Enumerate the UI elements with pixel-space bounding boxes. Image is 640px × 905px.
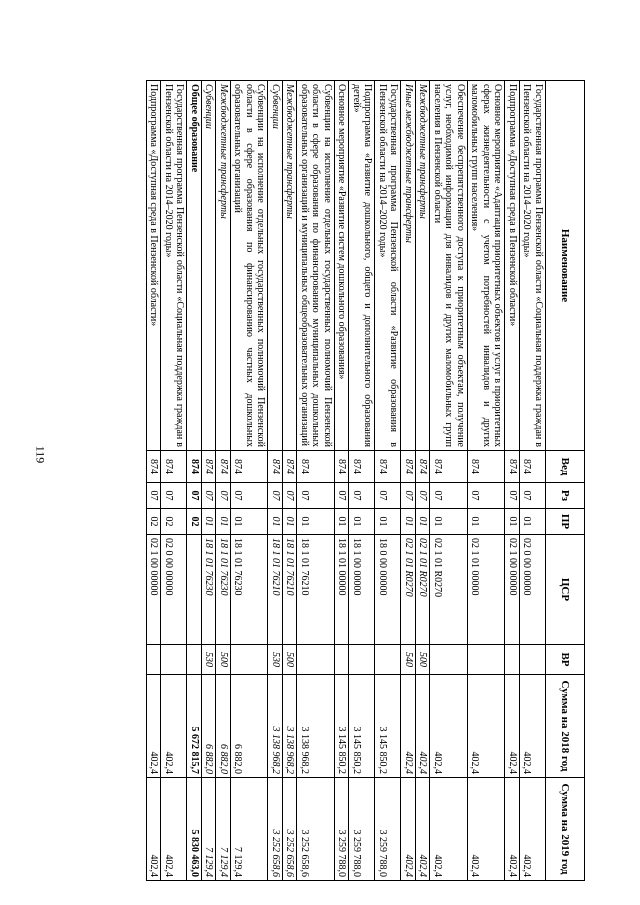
cell-rz: 07	[187, 483, 202, 509]
cell-sum-2019: 402,4	[401, 778, 416, 881]
header-name: Наименование	[546, 81, 585, 451]
cell-sum-2018: 3 145 850,2	[335, 675, 350, 778]
cell-ved: 874	[335, 451, 350, 483]
cell-csr	[187, 535, 202, 645]
cell-pr: 01	[416, 509, 431, 535]
cell-rz: 07	[202, 483, 217, 509]
cell-rz: 07	[468, 483, 506, 509]
cell-pr: 02	[147, 509, 162, 535]
cell-name: Субвенции на исполнение отдельных государственных полномочий Пензенской области в сфере образования по финансированию частных дошкольных образовательных организаций	[231, 81, 269, 451]
cell-sum-2019: 7 129,4	[231, 778, 269, 881]
cell-sum-2018: 5 672 815,7	[187, 675, 202, 778]
cell-name: Государственная программа Пензенской области «Развитие образования в Пензенской области на 2014–2020 годы»	[375, 81, 401, 451]
header-pr: ПР	[546, 509, 585, 535]
cell-sum-2018: 402,4	[505, 675, 520, 778]
cell-csr: 18 1 01 76230	[216, 535, 231, 645]
cell-sum-2018: 402,4	[430, 675, 468, 778]
cell-rz: 07	[335, 483, 350, 509]
cell-sum-2019: 402,4	[147, 778, 162, 881]
cell-sum-2019: 402,4	[416, 778, 431, 881]
cell-ved: 874	[416, 451, 431, 483]
cell-pr: 01	[202, 509, 217, 535]
cell-rz: 07	[505, 483, 520, 509]
cell-csr: 02 0 00 00000	[520, 535, 546, 645]
cell-name: Подпрограмма «Доступная среда в Пензенской области»	[147, 81, 162, 451]
cell-sum-2018: 6 882,0	[231, 675, 269, 778]
cell-name: Иные межбюджетные трансферты	[401, 81, 416, 451]
table-row	[335, 81, 350, 881]
cell-rz: 07	[349, 483, 375, 509]
cell-sum-2018: 3 145 850,2	[375, 675, 401, 778]
cell-vr	[520, 645, 546, 675]
table-row	[161, 81, 187, 881]
cell-pr: 01	[375, 509, 401, 535]
header-row	[546, 81, 585, 881]
table-row	[268, 81, 283, 881]
cell-csr: 02 1 00 00000	[505, 535, 520, 645]
cell-pr: 01	[401, 509, 416, 535]
cell-rz: 07	[268, 483, 283, 509]
table-row	[216, 81, 231, 881]
cell-sum-2018: 3 138 968,2	[283, 675, 298, 778]
cell-csr: 18 0 00 00000	[375, 535, 401, 645]
cell-sum-2018: 6 882,0	[216, 675, 231, 778]
cell-csr: 18 1 01 76210	[268, 535, 283, 645]
table-row	[231, 81, 269, 881]
cell-name: Межбюджетные трансферты	[283, 81, 298, 451]
table-row	[187, 81, 202, 881]
cell-vr	[297, 645, 335, 675]
cell-vr: 540	[401, 645, 416, 675]
cell-pr: 01	[520, 509, 546, 535]
table-row	[349, 81, 375, 881]
cell-ved: 874	[520, 451, 546, 483]
table-row	[520, 81, 546, 881]
cell-sum-2018: 402,4	[468, 675, 506, 778]
cell-sum-2018: 3 138 968,2	[268, 675, 283, 778]
cell-sum-2018: 402,4	[147, 675, 162, 778]
cell-rz: 07	[161, 483, 187, 509]
header-ved: Вед	[546, 451, 585, 483]
cell-csr: 18 1 01 00000	[335, 535, 350, 645]
cell-csr: 02 1 01 R0270	[416, 535, 431, 645]
cell-name: Государственная программа Пензенской области «Социальная поддержка граждан в Пензенской области на 2014–2020 годы»	[161, 81, 187, 451]
cell-ved: 874	[268, 451, 283, 483]
cell-vr: 530	[202, 645, 217, 675]
cell-name: Основное мероприятие «Адаптация приоритетных объектов и услуг в приоритетных сферах жизнедеятельности с учетом потребностей инвалидов и других маломобильных групп населения»	[468, 81, 506, 451]
table-header	[546, 81, 585, 881]
cell-vr	[505, 645, 520, 675]
cell-ved: 874	[216, 451, 231, 483]
header-sum-2018: Сумма на 2018 год	[546, 675, 585, 778]
cell-ved: 874	[401, 451, 416, 483]
cell-ved: 874	[231, 451, 269, 483]
cell-ved: 874	[297, 451, 335, 483]
cell-sum-2019: 3 252 658,6	[297, 778, 335, 881]
cell-sum-2019: 3 259 788,0	[349, 778, 375, 881]
cell-sum-2018: 402,4	[161, 675, 187, 778]
cell-rz: 07	[401, 483, 416, 509]
cell-ved: 874	[161, 451, 187, 483]
cell-csr: 18 1 01 76230	[202, 535, 217, 645]
cell-csr: 02 1 01 00000	[468, 535, 506, 645]
table-row	[297, 81, 335, 881]
cell-pr: 01	[268, 509, 283, 535]
cell-sum-2019: 402,4	[468, 778, 506, 881]
cell-vr	[187, 645, 202, 675]
cell-sum-2018: 3 145 850,2	[349, 675, 375, 778]
cell-sum-2019: 7 129,4	[202, 778, 217, 881]
table-row	[430, 81, 468, 881]
cell-name: Государственная программа Пензенской области «Социальная поддержка граждан в Пензенской области на 2014–2020 годы»	[520, 81, 546, 451]
cell-vr	[147, 645, 162, 675]
rotated-table-container	[70, 80, 585, 880]
cell-csr: 18 1 00 00000	[349, 535, 375, 645]
cell-vr: 530	[268, 645, 283, 675]
cell-csr: 02 1 01 R0270	[430, 535, 468, 645]
header-rz: Рз	[546, 483, 585, 509]
cell-ved: 874	[187, 451, 202, 483]
cell-rz: 07	[297, 483, 335, 509]
budget-table	[146, 80, 585, 881]
cell-name: Субвенции на исполнение отдельных государственных полномочий Пензенской области в сфере образования по финансированию муниципальных дошкольных образовательных организаций и муниципальных общеобразовательных организаций	[297, 81, 335, 451]
header-csr: ЦСР	[546, 535, 585, 645]
cell-ved: 874	[375, 451, 401, 483]
cell-sum-2019: 402,4	[430, 778, 468, 881]
cell-csr: 02 1 00 00000	[147, 535, 162, 645]
cell-vr: 500	[283, 645, 298, 675]
cell-sum-2018: 402,4	[401, 675, 416, 778]
table-row	[468, 81, 506, 881]
cell-ved: 874	[349, 451, 375, 483]
cell-vr	[161, 645, 187, 675]
cell-csr: 02 0 00 00000	[161, 535, 187, 645]
cell-name: Субвенции	[202, 81, 217, 451]
cell-csr: 18 1 01 76210	[297, 535, 335, 645]
table-row	[416, 81, 431, 881]
cell-pr: 01	[468, 509, 506, 535]
cell-vr	[231, 645, 269, 675]
cell-vr: 500	[216, 645, 231, 675]
cell-sum-2019: 402,4	[161, 778, 187, 881]
cell-rz: 07	[520, 483, 546, 509]
table-row	[401, 81, 416, 881]
cell-vr	[335, 645, 350, 675]
cell-name: Обеспечение беспрепятственного доступа к приоритетным объектам, получение услуг, необходимой информации для инвалидов и других маломобильных групп населения в Пензенской области	[430, 81, 468, 451]
cell-csr: 18 1 01 76210	[283, 535, 298, 645]
cell-pr: 01	[216, 509, 231, 535]
cell-sum-2019: 402,4	[520, 778, 546, 881]
cell-sum-2019: 7 129,4	[216, 778, 231, 881]
cell-ved: 874	[202, 451, 217, 483]
cell-sum-2018: 402,4	[416, 675, 431, 778]
cell-name: Субвенции	[268, 81, 283, 451]
cell-csr: 02 1 01 R0270	[401, 535, 416, 645]
cell-csr: 18 1 01 76230	[231, 535, 269, 645]
cell-ved: 874	[505, 451, 520, 483]
cell-rz: 07	[147, 483, 162, 509]
cell-pr: 01	[430, 509, 468, 535]
cell-sum-2018: 3 138 968,2	[297, 675, 335, 778]
cell-pr: 01	[335, 509, 350, 535]
cell-sum-2018: 6 882,0	[202, 675, 217, 778]
table-row	[505, 81, 520, 881]
cell-sum-2018: 402,4	[520, 675, 546, 778]
cell-sum-2019: 5 830 463,0	[187, 778, 202, 881]
cell-pr: 01	[349, 509, 375, 535]
header-sum-2019: Сумма на 2019 год	[546, 778, 585, 881]
table-row	[283, 81, 298, 881]
cell-sum-2019: 3 259 788,0	[375, 778, 401, 881]
cell-pr: 01	[297, 509, 335, 535]
cell-pr: 01	[231, 509, 269, 535]
cell-rz: 07	[375, 483, 401, 509]
cell-name: Основное мероприятие «Развитие систем дошкольного образования»	[335, 81, 350, 451]
cell-vr: 500	[416, 645, 431, 675]
cell-rz: 07	[231, 483, 269, 509]
cell-ved: 874	[147, 451, 162, 483]
table-row	[375, 81, 401, 881]
table-row	[147, 81, 162, 881]
cell-vr	[375, 645, 401, 675]
cell-vr	[468, 645, 506, 675]
cell-name: Межбюджетные трансферты	[416, 81, 431, 451]
cell-ved: 874	[283, 451, 298, 483]
header-vr: ВР	[546, 645, 585, 675]
cell-ved: 874	[468, 451, 506, 483]
cell-name: Подпрограмма «Доступная среда в Пензенской области»	[505, 81, 520, 451]
cell-name: Межбюджетные трансферты	[216, 81, 231, 451]
table-row	[202, 81, 217, 881]
cell-rz: 07	[416, 483, 431, 509]
cell-rz: 07	[283, 483, 298, 509]
cell-pr: 02	[161, 509, 187, 535]
page-number: 119	[33, 445, 48, 464]
cell-vr	[430, 645, 468, 675]
cell-ved: 874	[430, 451, 468, 483]
cell-sum-2019: 3 259 788,0	[335, 778, 350, 881]
cell-sum-2019: 3 252 658,6	[268, 778, 283, 881]
cell-pr: 01	[505, 509, 520, 535]
cell-name: Подпрограмма «Развитие дошкольного, общего и дополнительного образования детей»	[349, 81, 375, 451]
cell-name: Общее образование	[187, 81, 202, 451]
cell-sum-2019: 402,4	[505, 778, 520, 881]
cell-rz: 07	[430, 483, 468, 509]
cell-pr: 02	[187, 509, 202, 535]
cell-pr: 01	[283, 509, 298, 535]
cell-rz: 07	[216, 483, 231, 509]
cell-vr	[349, 645, 375, 675]
cell-sum-2019: 3 252 658,6	[283, 778, 298, 881]
table-body	[147, 81, 546, 881]
